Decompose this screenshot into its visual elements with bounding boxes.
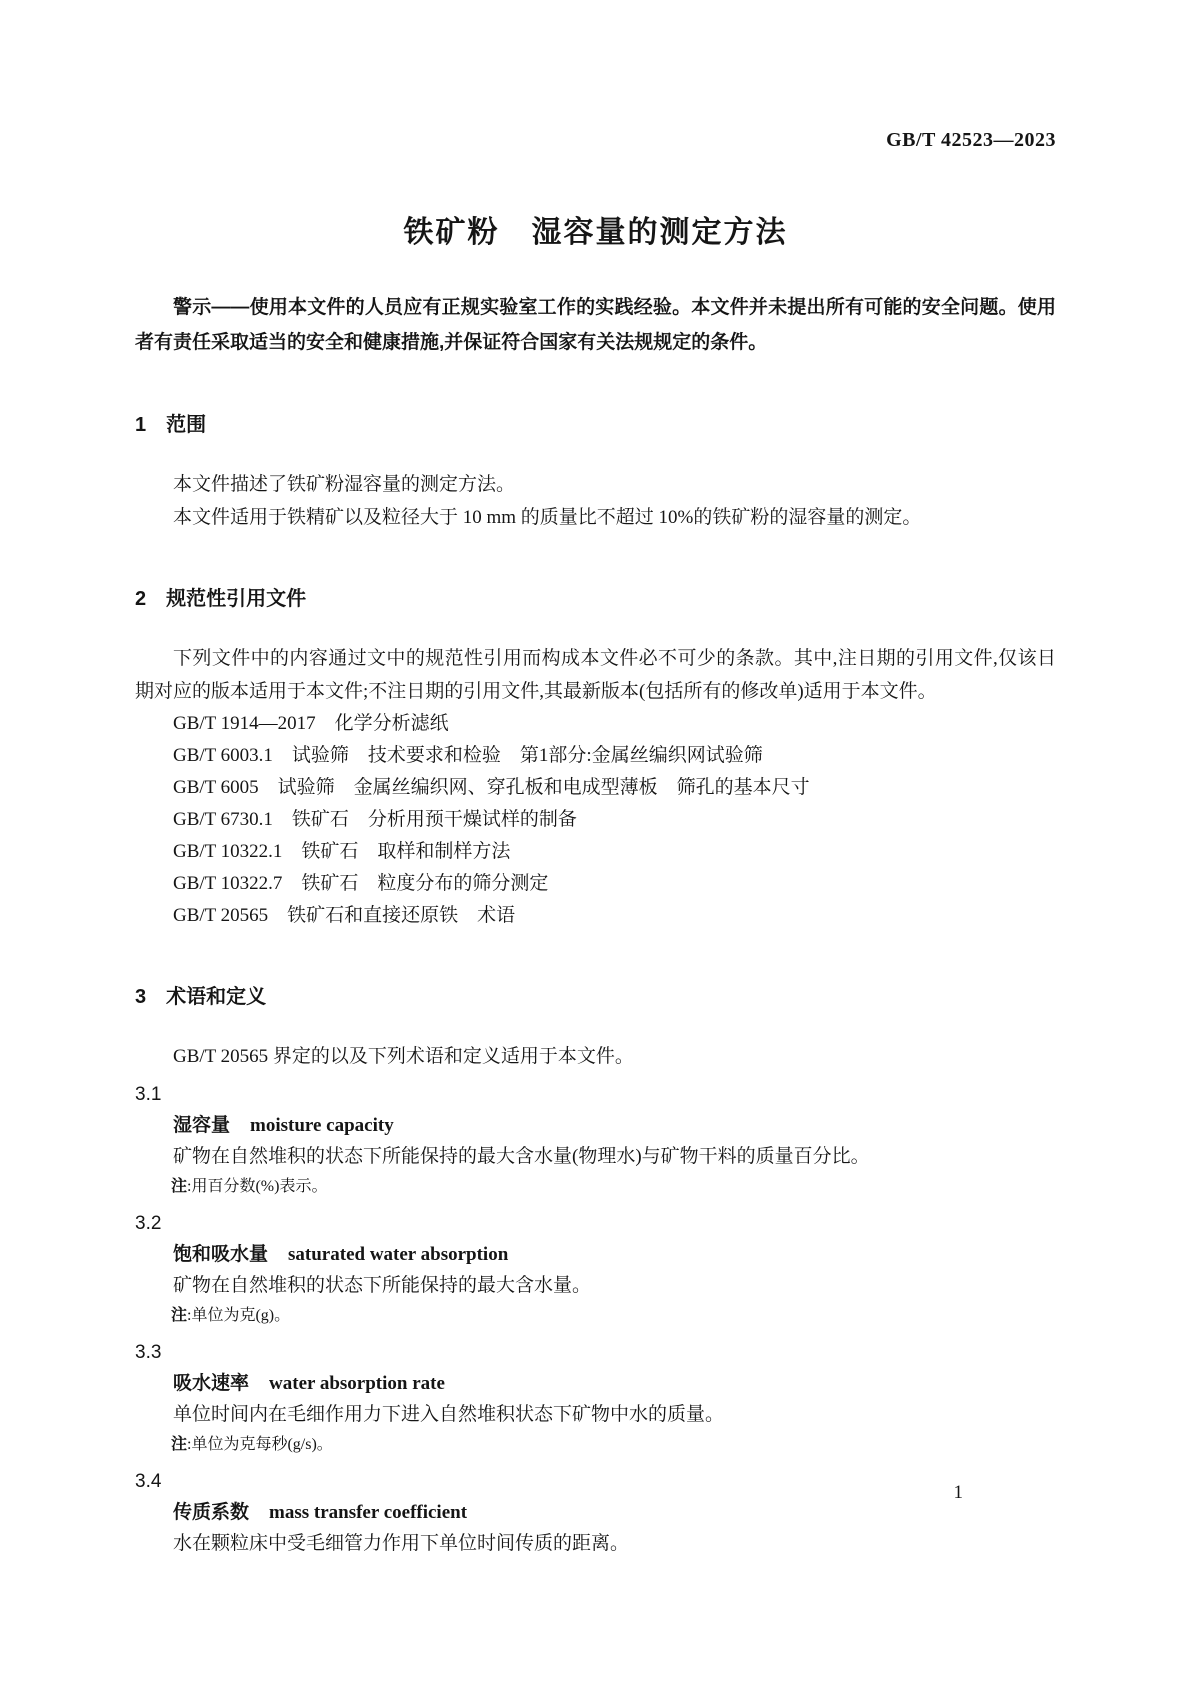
term-name-en: water absorption rate <box>269 1373 445 1394</box>
references-intro: 下列文件中的内容通过文中的规范性引用而构成本文件必不可少的条款。其中,注日期的引用文件,仅该日期对应的版本适用于本文件;不注日期的引用文件,其最新版本(包括所有的修改单)适用于本文件。 <box>135 648 1056 702</box>
reference-item: GB/T 6003.1 试验筛 技术要求和检验 第1部分:金属丝编织网试验筛 <box>173 745 763 766</box>
reference-item: GB/T 10322.1 铁矿石 取样和制样方法 <box>173 841 511 862</box>
reference-item: GB/T 20565 铁矿石和直接还原铁 术语 <box>173 905 516 926</box>
document-title: 铁矿粉 湿容量的测定方法 <box>403 216 788 249</box>
term-definition: 单位时间内在毛细作用力下进入自然堆积状态下矿物中水的质量。 <box>173 1404 725 1425</box>
term-name-en: moisture capacity <box>250 1115 394 1136</box>
term-definition: 矿物在自然堆积的状态下所能保持的最大含水量。 <box>173 1275 592 1296</box>
term-definition: 矿物在自然堆积的状态下所能保持的最大含水量(物理水)与矿物干料的质量百分比。 <box>173 1146 870 1167</box>
term-title <box>135 1368 1056 1399</box>
term-note <box>135 1301 1056 1331</box>
note-text: :用百分数(%)表示。 <box>187 1178 328 1195</box>
term-name-en: mass transfer coefficient <box>269 1502 468 1523</box>
note-text: :单位为克(g)。 <box>187 1307 291 1324</box>
term-entry <box>135 1080 1056 1202</box>
section-references-heading: 2 规范性引用文件 <box>135 588 307 610</box>
terms-intro: GB/T 20565 界定的以及下列术语和定义适用于本文件。 <box>173 1046 634 1067</box>
page-number: 1 <box>953 1482 963 1503</box>
term-entry <box>135 1209 1056 1331</box>
term-note <box>135 1430 1056 1460</box>
reference-item: GB/T 1914—2017 化学分析滤纸 <box>173 713 449 734</box>
scope-paragraph-2: 本文件适用于铁精矿以及粒径大于 10 mm 的质量比不超过 10%的铁矿粉的湿容量的测定。 <box>173 507 922 528</box>
term-note <box>135 1172 1056 1202</box>
section-scope-heading: 1 范围 <box>135 414 207 436</box>
warning-paragraph: 警示——使用本文件的人员应有正规实验室工作的实践经验。本文件并未提出所有可能的安全问题。使用者有责任采取适当的安全和健康措施,并保证符合国家有关法规规定的条件。 <box>135 297 1056 353</box>
term-number: 3.2 <box>135 1213 162 1234</box>
note-label: 注 <box>171 1436 188 1453</box>
doc-number: GB/T 42523—2023 <box>886 129 1056 151</box>
term-title <box>135 1110 1056 1141</box>
reference-item: GB/T 10322.7 铁矿石 粒度分布的筛分测定 <box>173 873 549 894</box>
reference-item: GB/T 6730.1 铁矿石 分析用预干燥试样的制备 <box>173 809 577 830</box>
term-number: 3.4 <box>135 1471 162 1492</box>
note-text: :单位为克每秒(g/s)。 <box>187 1436 333 1453</box>
term-number: 3.3 <box>135 1342 162 1363</box>
term-entry <box>135 1467 1056 1559</box>
reference-item: GB/T 6005 试验筛 金属丝编织网、穿孔板和电成型薄板 筛孔的基本尺寸 <box>173 777 810 798</box>
section-terms-heading: 3 术语和定义 <box>135 986 267 1008</box>
term-name-zh: 吸水速率 <box>173 1373 250 1394</box>
scope-paragraph-1: 本文件描述了铁矿粉湿容量的测定方法。 <box>173 474 516 495</box>
term-entry <box>135 1338 1056 1460</box>
term-title <box>135 1497 1056 1528</box>
term-name-zh: 湿容量 <box>173 1115 231 1136</box>
note-label: 注 <box>171 1307 188 1324</box>
term-name-zh: 饱和吸水量 <box>173 1244 269 1265</box>
term-title <box>135 1239 1056 1270</box>
term-name-zh: 传质系数 <box>173 1502 250 1523</box>
reference-list <box>135 708 1056 932</box>
term-definition: 水在颗粒床中受毛细管力作用下单位时间传质的距离。 <box>173 1533 630 1554</box>
term-number: 3.1 <box>135 1084 162 1105</box>
term-name-en: saturated water absorption <box>288 1244 509 1265</box>
note-label: 注 <box>171 1178 188 1195</box>
